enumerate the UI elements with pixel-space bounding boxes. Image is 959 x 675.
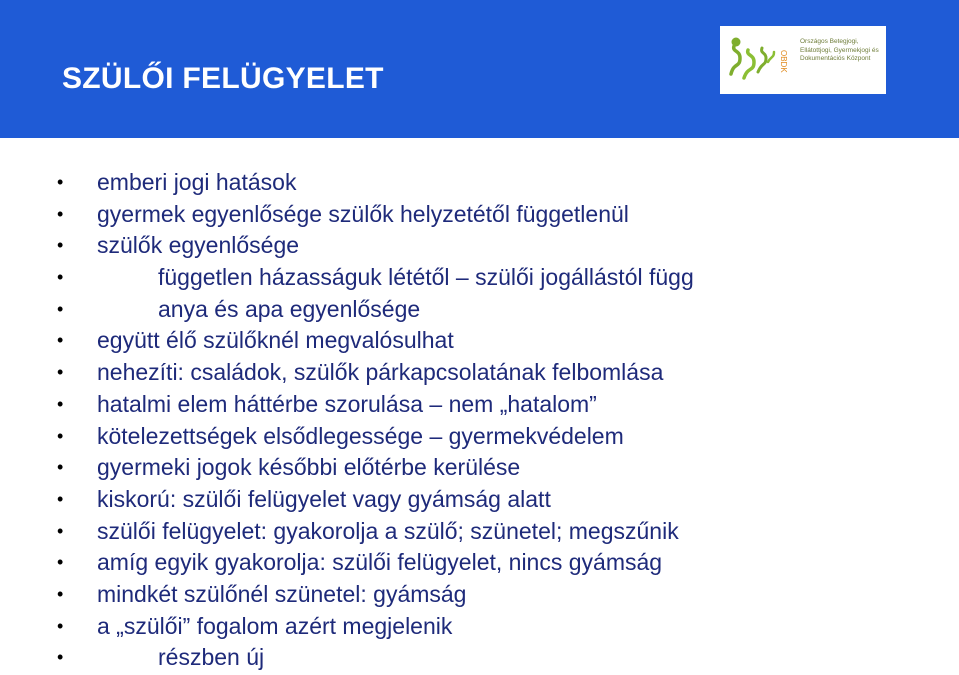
- bullet-item: [0, 357, 959, 389]
- bullet-text: szülői felügyelet: gyakorolja a szülő; szünetel; megszűnik: [97, 517, 679, 544]
- bullet-item: [0, 230, 959, 262]
- bullet-dot-icon: •: [57, 393, 64, 414]
- bullet-dot-icon: •: [57, 457, 64, 478]
- logo-acronym: OBDK: [779, 50, 788, 73]
- bullet-item: [0, 642, 959, 674]
- page-title: SZÜLŐI FELÜGYELET: [62, 62, 384, 95]
- bullet-list: [0, 167, 959, 674]
- bullet-item: [0, 389, 959, 421]
- bullet-item: [0, 167, 959, 199]
- bullet-dot-icon: •: [57, 203, 64, 224]
- logo-line: Dokumentációs Központ: [800, 55, 871, 62]
- organization-logo: [720, 26, 886, 94]
- bullet-dot-icon: •: [57, 267, 64, 288]
- bullet-text: hatalmi elem háttérbe szorulása – nem „hatalom”: [97, 390, 597, 417]
- bullet-text: nehezíti: családok, szülők párkapcsolatának felbomlása: [97, 359, 664, 386]
- bullet-text: gyermek egyenlősége szülők helyzetétől függetlenül: [97, 200, 629, 227]
- bullet-dot-icon: •: [57, 488, 64, 509]
- bullet-text: anya és apa egyenlősége: [158, 295, 421, 322]
- bullet-item: [0, 611, 959, 643]
- bullet-dot-icon: •: [57, 172, 64, 192]
- bullet-dot-icon: •: [57, 330, 64, 351]
- bullet-text: emberi jogi hatások: [97, 169, 297, 195]
- bullet-item: [0, 294, 959, 326]
- logo-caption: [800, 38, 884, 64]
- bullet-dot-icon: •: [57, 362, 64, 383]
- bullet-text: amíg egyik gyakorolja: szülői felügyelet, nincs gyámság: [97, 549, 663, 576]
- bullet-item: [0, 516, 959, 548]
- bullet-dot-icon: •: [57, 520, 64, 541]
- bullet-text: kötelezettségek elsődlegessége – gyermekvédelem: [97, 422, 624, 449]
- bullet-dot-icon: •: [57, 647, 64, 668]
- bullet-dot-icon: •: [57, 583, 64, 604]
- bullet-text: a „szülői” fogalom azért megjelenik: [97, 612, 453, 639]
- bullet-dot-icon: •: [57, 552, 64, 573]
- bullet-item: [0, 452, 959, 484]
- bullet-text: gyermeki jogok későbbi előtérbe kerülése: [97, 454, 521, 481]
- bullet-item: [0, 484, 959, 516]
- logo-line: Országos Betegjogi,: [800, 38, 859, 45]
- logo-line: Ellátottjogi, Gyermekjogi és: [800, 46, 879, 54]
- bullet-text: független házasságuk lététől – szülői jogállástól függ: [158, 264, 694, 291]
- bullet-item: [0, 579, 959, 611]
- bullet-text: mindkét szülőnél szünetel: gyámság: [97, 580, 467, 607]
- bullet-item: [0, 199, 959, 231]
- bullet-text: részben új: [158, 644, 265, 671]
- bullet-text: együtt élő szülőknél megvalósulhat: [97, 327, 454, 354]
- bullet-dot-icon: •: [57, 298, 64, 319]
- bullet-dot-icon: •: [57, 425, 64, 446]
- logo-mark-icon: [726, 32, 796, 88]
- bullet-text: szülők egyenlősége: [97, 232, 300, 259]
- bullet-item: [0, 262, 959, 294]
- bullet-dot-icon: •: [57, 235, 64, 256]
- bullet-dot-icon: •: [57, 615, 64, 636]
- bullet-item: [0, 421, 959, 453]
- bullet-text: kiskorú: szülői felügyelet vagy gyámság alatt: [97, 485, 551, 512]
- bullet-item: [0, 325, 959, 357]
- bullet-item: [0, 547, 959, 579]
